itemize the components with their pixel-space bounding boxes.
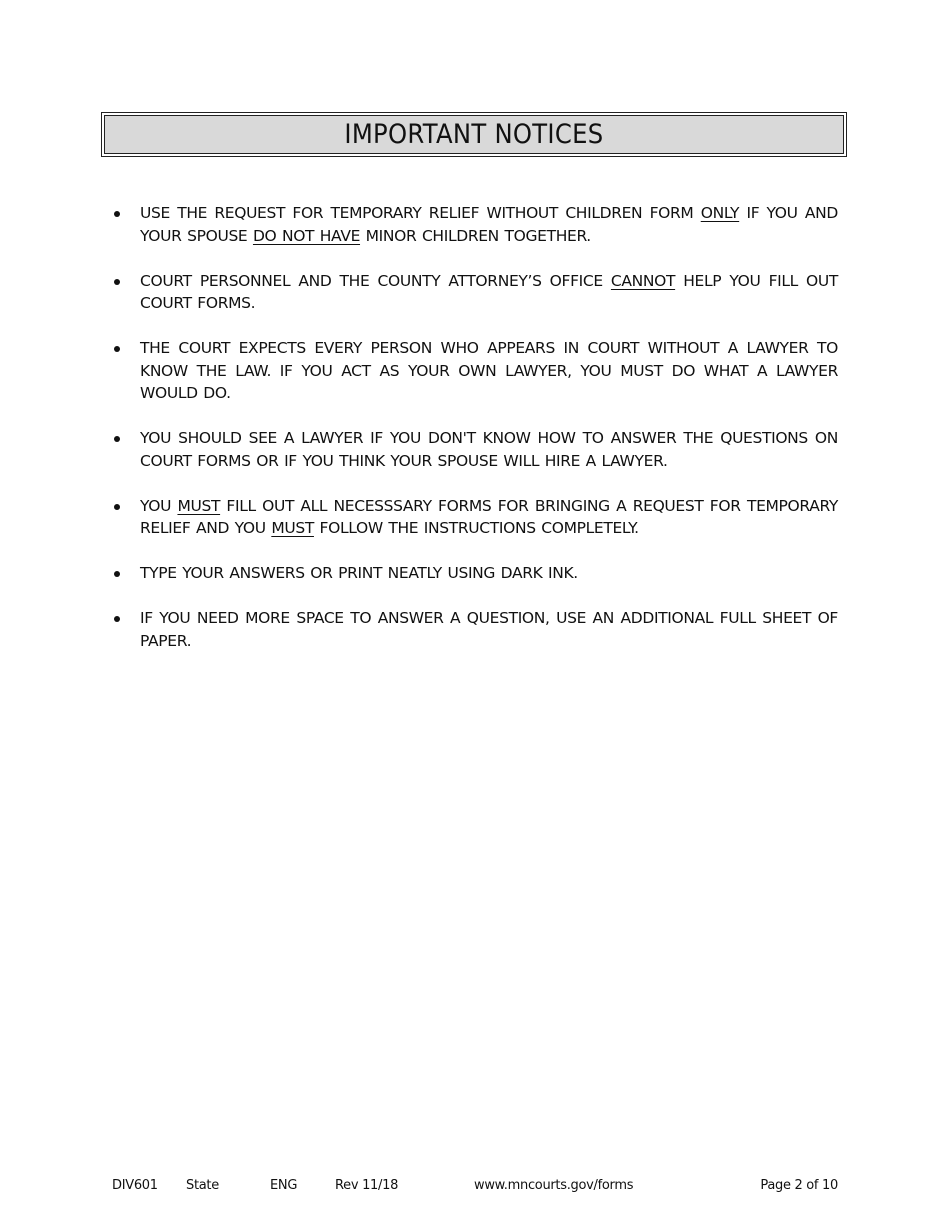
footer-jurisdiction: State [186, 1178, 219, 1193]
page-footer [112, 1178, 838, 1198]
notice-text: TYPE YOUR ANSWERS OR PRINT NEATLY USING DARK INK. [140, 564, 578, 582]
notice-item [110, 562, 838, 585]
notice-item [110, 427, 838, 472]
notice-text-segment: YOU [140, 496, 178, 515]
emphasis-do-not-have: DO NOT HAVE [252, 226, 361, 245]
emphasis-only: ONLY [700, 204, 740, 222]
footer-form-code: DIV601 [112, 1178, 158, 1193]
notice-text-segment: MINOR CHILDREN TOGETHER. [360, 226, 591, 245]
footer-url[interactable]: www.mncourts.gov/forms [474, 1178, 634, 1193]
emphasis-must: MUST [271, 519, 314, 537]
notice-item [110, 607, 838, 652]
notice-text: IF YOU NEED MORE SPACE TO ANSWER A QUESTION, USE AN ADDITIONAL FULL SHEET OF PAPER. [140, 609, 838, 650]
footer-page-number: Page 2 of 10 [760, 1178, 838, 1193]
notices-title-banner [104, 115, 844, 154]
notice-text [140, 270, 838, 315]
footer-revision: Rev 11/18 [335, 1178, 399, 1193]
notice-item [110, 495, 838, 540]
notices-title-box [101, 112, 847, 157]
page-title: IMPORTANT NOTICES [344, 119, 604, 150]
notices-list [110, 202, 838, 675]
notice-item [110, 202, 838, 247]
footer-language: ENG [270, 1178, 298, 1193]
emphasis-must: MUST [177, 496, 221, 515]
notice-text: YOU SHOULD SEE A LAWYER IF YOU DON'T KNOW HOW TO ANSWER THE QUESTIONS ON COURT FORMS OR IF YOU THINK YOUR SPOUSE WILL HIRE A LAWYER. [140, 429, 838, 470]
notice-text: THE COURT EXPECTS EVERY PERSON WHO APPEARS IN COURT WITHOUT A LAWYER TO KNOW THE LAW. IF YOU ACT AS YOUR OWN LAWYER, YOU MUST DO WHAT A LAWYER WOULD DO. [140, 339, 838, 402]
notice-text-segment: FILL OUT ALL NECESSSARY FORMS FOR BRINGING A REQUEST FOR TEMPORARY RELIEF AND YOU [140, 496, 838, 537]
notice-text-segment: USE THE REQUEST FOR TEMPORARY RELIEF WITHOUT CHILDREN FORM [140, 204, 701, 222]
notice-text-segment: COURT PERSONNEL AND THE COUNTY ATTORNEY’S OFFICE [140, 271, 611, 290]
notice-text [140, 202, 838, 247]
emphasis-cannot: CANNOT [610, 271, 676, 290]
notice-item [110, 270, 838, 315]
notice-text-segment: FOLLOW THE INSTRUCTIONS COMPLETELY. [313, 519, 639, 537]
notice-item [110, 337, 838, 405]
notice-text-segment: HELP YOU FILL OUT COURT FORMS. [140, 271, 838, 312]
notice-text-segment: IF YOU AND YOUR SPOUSE [140, 204, 839, 245]
notice-text [140, 495, 838, 540]
